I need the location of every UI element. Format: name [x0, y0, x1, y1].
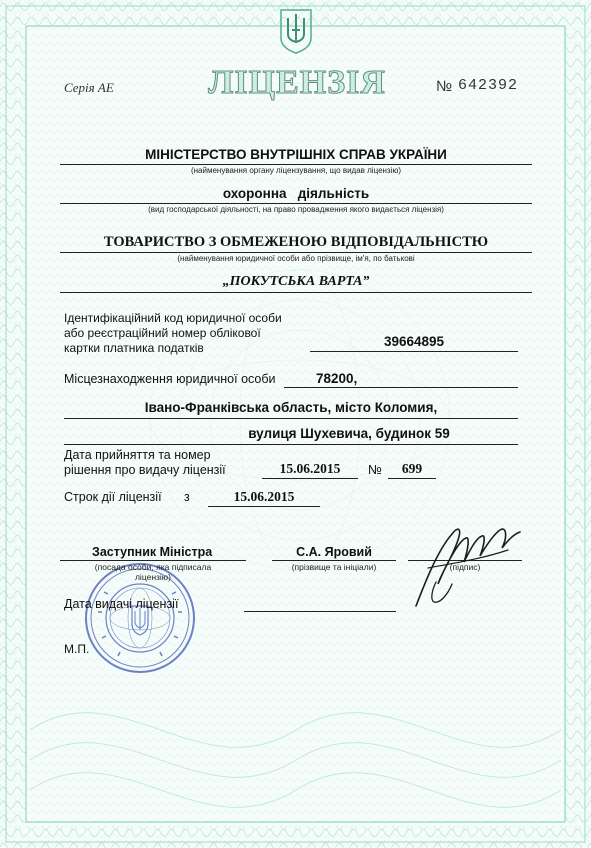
signer-position-caption-2: ліцензію)	[134, 572, 172, 582]
issue-date-label: Дата видачі ліцензії	[64, 597, 179, 611]
location-street: вулиця Шухевича, будинок 59	[248, 426, 450, 441]
location-region-city: Івано-Франківська область, місто Коломия,	[144, 400, 438, 415]
signature-caption: (підпис)	[449, 562, 481, 572]
licensee-type: ТОВАРИСТВО З ОБМЕЖЕНОЮ ВІДПОВІДАЛЬНІСТЮ	[103, 234, 489, 250]
validity-underline	[208, 506, 320, 507]
id-code-label-line-3: картки платника податків	[64, 341, 204, 355]
issuer-name: МІНІСТЕРСТВО ВНУТРІШНІХ СПРАВ УКРАЇНИ	[145, 147, 447, 162]
number-sign: №	[436, 78, 453, 95]
decision-number-underline	[388, 478, 436, 479]
licensee-underline	[60, 252, 532, 253]
issuer-underline	[60, 164, 532, 165]
decision-label	[64, 448, 226, 478]
validity-label: Строк дії ліцензії	[64, 490, 162, 504]
location-postcode: 78200,	[316, 371, 358, 386]
signer-name-underline	[272, 560, 396, 561]
issue-date-underline	[244, 611, 396, 612]
decision-number: 699	[401, 461, 423, 476]
signer-position-underline	[60, 560, 246, 561]
activity-underline	[60, 203, 532, 204]
license-title: ЛІЦЕНЗІЯ	[208, 64, 386, 101]
issuer-caption: (найменування органу ліцензування, що видав ліцензію)	[190, 166, 402, 175]
location-underline-2	[64, 418, 518, 419]
trident-emblem-icon	[278, 8, 314, 54]
licensee-name-underline	[60, 292, 532, 293]
decision-date-underline	[262, 478, 358, 479]
stamp-place-label: М.П.	[64, 642, 90, 656]
decision-number-sign: №	[368, 462, 382, 477]
id-code-label	[64, 311, 282, 356]
signer-position: Заступник Міністра	[92, 545, 213, 559]
signer-name-caption: (прізвище та ініціали)	[291, 562, 377, 572]
decision-label-line-1: Дата прийняття та номер	[64, 448, 211, 462]
signer-name: С.А. Яровий	[296, 545, 372, 559]
license-number: 642392	[458, 77, 519, 94]
location-label: Місцезнаходження юридичної особи	[64, 372, 276, 386]
activity-caption: (вид господарської діяльності, на право провадження якого видається ліцензія)	[148, 205, 444, 214]
validity-from: з	[184, 490, 190, 504]
location-underline-1	[284, 387, 518, 388]
id-code-underline	[310, 351, 518, 352]
id-code-label-line-2: або реєстраційний номер облікової	[64, 326, 261, 340]
id-code-label-line-1: Ідентифікаційний код юридичної особи	[64, 311, 282, 325]
decision-label-line-2: рішення про видачу ліцензії	[64, 463, 226, 477]
decision-date: 15.06.2015	[279, 461, 341, 476]
location-underline-3	[64, 444, 518, 445]
id-code-value: 39664895	[383, 334, 445, 349]
handwritten-signature	[408, 510, 528, 614]
activity-type: охоронна діяльність	[222, 186, 370, 201]
series-label: Серія АЕ	[64, 80, 114, 95]
signer-position-caption-1: (посада особи, яка підписала	[94, 562, 212, 572]
licensee-caption: (найменування юридичної особи або прізвище, ім'я, по батькові	[177, 254, 415, 263]
validity-date: 15.06.2015	[233, 489, 295, 504]
licensee-name: „ПОКУТСЬКА ВАРТА”	[222, 274, 370, 289]
